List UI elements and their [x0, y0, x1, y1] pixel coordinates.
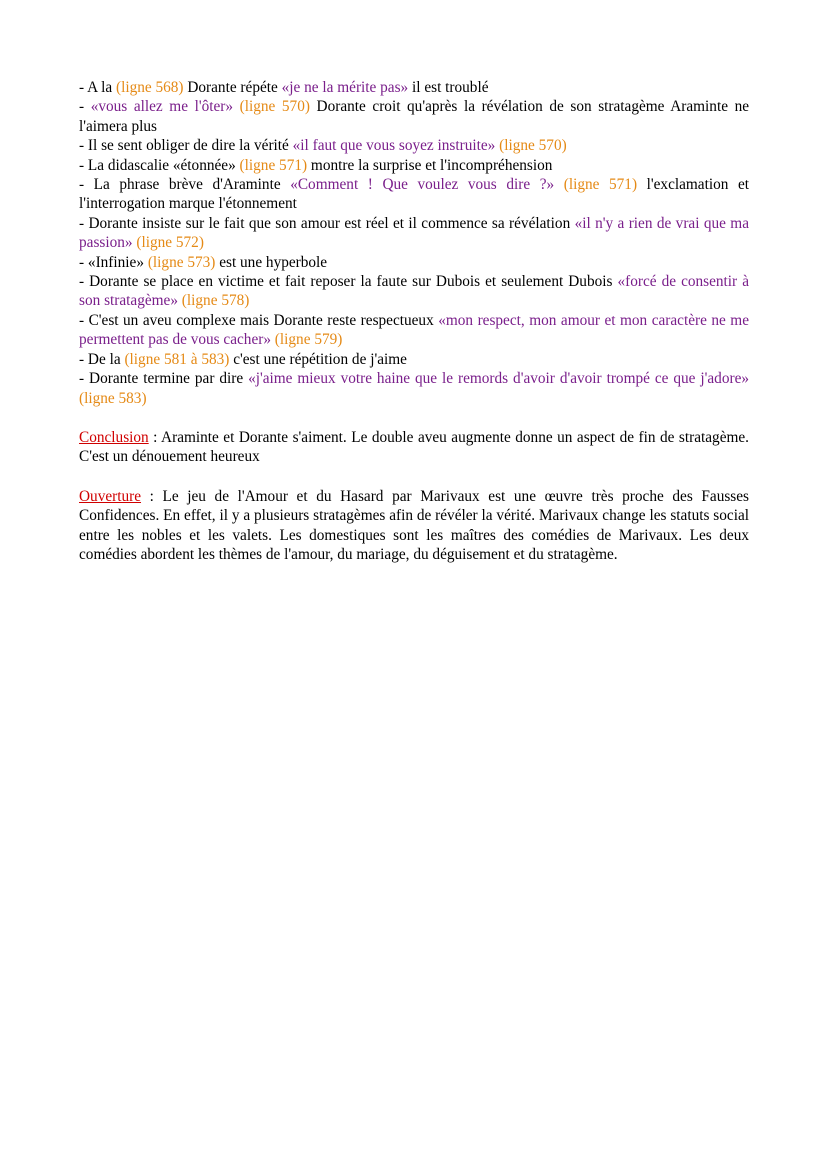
body-text: - Dorante insiste sur le fait que son amour est réel et il commence sa révélation [79, 214, 575, 232]
body-text: - Dorante se place en victime et fait reposer la faute sur Dubois et seulement Dubois [79, 273, 618, 291]
bullet-line [79, 311, 749, 350]
body-text: - A la [79, 79, 116, 96]
quote-text: «forcé de consentir à son stratagème» [79, 273, 749, 310]
body-text: il est troublé [408, 79, 489, 96]
bullet-line [79, 272, 749, 311]
body-text: - [79, 98, 91, 116]
conclusion-paragraph [79, 428, 749, 467]
document-body [79, 78, 749, 564]
bullet-line [79, 214, 749, 253]
quote-text: «je ne la mérite pas» [281, 79, 409, 96]
line-reference: (ligne 570) [233, 98, 310, 116]
bullet-line [79, 350, 749, 369]
conclusion-heading: Conclusion [79, 428, 149, 446]
body-text: - De la [79, 350, 125, 368]
quote-text: «il faut que vous soyez instruite» [292, 137, 496, 155]
ouverture-heading: Ouverture [79, 487, 142, 505]
line-reference: (ligne 581 à 583) [124, 350, 230, 368]
body-text: - Il se sent obliger de dire la vérité [79, 137, 293, 155]
line-reference: (ligne 570) [495, 137, 567, 155]
line-reference: (ligne 568) [115, 79, 184, 96]
body-text: est une hyperbole [215, 253, 328, 271]
body-text: - La didascalie «étonnée» [79, 156, 240, 174]
quote-text: «vous allez me l'ôter» [90, 98, 234, 116]
line-reference: (ligne 579) [270, 331, 343, 349]
body-text: - La phrase brève d'Araminte [79, 176, 291, 194]
body-text: - C'est un aveu complexe mais Dorante reste respectueux [79, 311, 439, 329]
body-text: Dorante croit qu'après la révélation de son stratagème Araminte ne l'aimera plus [79, 98, 750, 135]
quote-text: «Comment ! Que voulez vous dire ?» [290, 176, 555, 194]
bullet-line [79, 369, 749, 408]
body-text: - «Infinie» [79, 253, 148, 271]
analysis-bullet-list [79, 78, 749, 408]
bullet-line [79, 78, 749, 97]
line-reference: (ligne 571) [239, 156, 308, 174]
body-text: l'exclamation et l'interrogation marque l'étonnement [79, 176, 750, 213]
bullet-line [79, 97, 749, 136]
line-reference: (ligne 571) [554, 176, 638, 194]
ouverture-text: : Le jeu de l'Amour et du Hasard par Marivaux est une œuvre très proche des Fausses Confidences. En effet, il y a plusieurs stratagèmes afin de révéler la vérité. Marivaux change les statuts social entre les nobles et les valets. Les domestiques sont les maîtres des comédies de Marivaux. Les deux comédies abordent les thèmes de l'amour, du mariage, du déguisement et du stratagème. [79, 487, 749, 563]
conclusion-text: : Araminte et Dorante s'aiment. Le double aveu augmente donne un aspect de fin de stratagème. C'est un dénouement heureux [79, 428, 749, 466]
line-reference: (ligne 573) [147, 253, 216, 271]
line-reference: (ligne 572) [132, 234, 204, 252]
ouverture-paragraph [79, 487, 749, 565]
bullet-line [79, 175, 749, 214]
line-reference: (ligne 583) [79, 389, 147, 407]
body-text: - Dorante termine par dire [79, 370, 249, 388]
bullet-line [79, 156, 749, 175]
quote-text: «j'aime mieux votre haine que le remords d'avoir d'avoir trompé ce que j'adore» [248, 370, 750, 388]
line-reference: (ligne 578) [177, 292, 250, 310]
body-text: montre la surprise et l'incompréhension [307, 156, 553, 174]
body-text: c'est une répétition de j'aime [229, 350, 407, 368]
bullet-line [79, 253, 749, 272]
quote-text: «mon respect, mon amour et mon caractère ne me permettent pas de vous cacher» [79, 311, 749, 349]
bullet-line [79, 136, 749, 155]
body-text: Dorante répéte [183, 79, 282, 96]
quote-text: «il n'y a rien de vrai que ma passion» [79, 214, 749, 252]
